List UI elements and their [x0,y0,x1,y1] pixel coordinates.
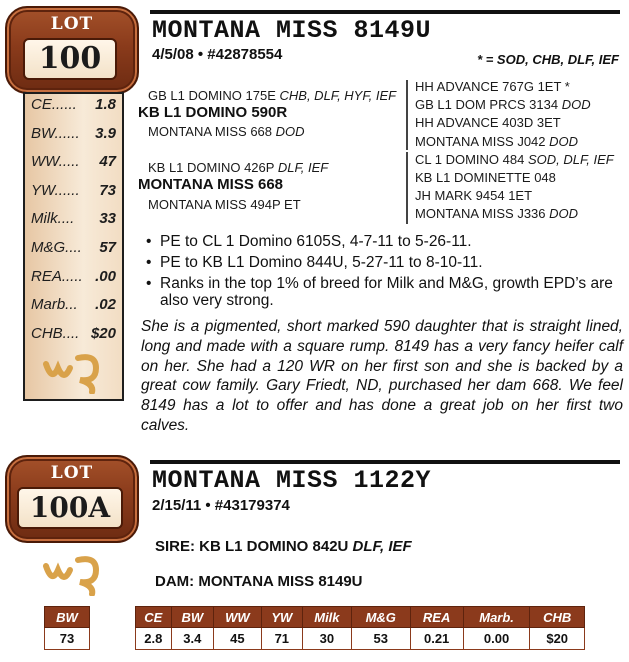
epd-label: YW...... [31,181,80,199]
epd-header: CHB [530,607,585,628]
note-text: PE to CL 1 Domino 6105S, 4-7-11 to 5-26-11. [160,233,472,250]
epd-value: 1.8 [95,96,116,113]
epd-value: 30 [302,628,351,650]
epd-header: BW [171,607,213,628]
epd-header: WW [214,607,262,628]
epd-value: 2.8 [136,628,172,650]
epd-value: 45 [214,628,262,650]
heading-rule [150,460,620,464]
epd-value: 3.9 [95,124,116,142]
epd-header: M&G [351,607,410,628]
heading-rule [150,10,620,14]
bw-table [44,606,90,650]
epd-value: $20 [90,324,116,342]
pedigree-divider [406,152,408,224]
note-text: Ranks in the top 1% of breed for Milk and M&G, growth EPD’s are also very strong. [160,275,613,309]
bw-value: 73 [45,628,90,650]
pedigree-ancestor: JH MARK 9454 1ET [415,188,533,204]
epd-value: $20 [530,628,585,650]
pedigree-ancestor: HH ADVANCE 767G 1ET * [415,79,570,94]
epd-header: YW [261,607,302,628]
epd-value: 73 [99,181,116,199]
pedigree-dam-dam: MONTANA MISS 494P ET [148,197,301,212]
epd-label: Milk.... [31,210,75,228]
epd-label: CHB.... [31,324,80,342]
code-legend: * = SOD, CHB, DLF, IEF [477,52,619,67]
epd-value: .02 [95,296,116,314]
lot-label: LOT [50,14,94,34]
pedigree-sire-grandsire: GB L1 DOMINO 175E CHB, DLF, HYF, IEF [148,88,397,103]
epd-value: 57 [99,239,116,256]
lot-label: LOT [50,463,94,483]
epd-value: 47 [99,153,116,171]
epd-label: CE...... [31,96,77,113]
pedigree-sire-dam: MONTANA MISS 668 DOD [148,124,305,139]
lot-description: She is a pigmented, short marked 590 daughter that is straight lined, long and made with a square rump. 8149 has a very fancy heifer calf on her. She had a 120 WR on her first son and she is backed by a great cow family. Gary Friedt, ND, purchased her dam 668. We feel 8149 has a lot to offer and has done a great job on her first two calves. [141,318,623,434]
bullet-dot: • [146,254,152,271]
brand-mark-icon [40,350,108,394]
bullet-dot: • [146,233,152,250]
pedigree-ancestor: GB L1 DOM PRCS 3134 DOD [415,97,591,113]
epd-value: 0.21 [410,628,463,650]
epd-header: CE [136,607,172,628]
epd-label: M&G.... [31,239,82,256]
epd-value: 0.00 [463,628,530,650]
pedigree-ancestor: HH ADVANCE 403D 3ET [415,115,561,131]
lot-badge-100 [5,6,139,92]
lot-number: 100A [17,487,123,529]
epd-header: Milk [302,607,351,628]
birth-registration: 2/15/11 • #43179374 [152,497,290,514]
pedigree-divider [406,80,408,150]
sire-line: SIRE: KB L1 DOMINO 842U DLF, IEF [155,538,412,555]
epd-header: REA [410,607,463,628]
pedigree-ancestor: MONTANA MISS J336 DOD [415,206,579,222]
bullet-dot: • [146,275,152,292]
epd-table [135,606,585,650]
brand-mark-icon [40,552,108,596]
epd-value: .00 [95,267,116,285]
lot-badge-100a [5,455,139,541]
epd-value: 71 [261,628,302,650]
epd-value: 53 [351,628,410,650]
dam-line: DAM: MONTANA MISS 8149U [155,573,363,590]
epd-label: BW...... [31,124,80,142]
epd-label: REA..... [31,267,83,285]
bw-header: BW [45,607,90,628]
pedigree-dam: MONTANA MISS 668 [138,176,284,193]
pedigree-dam-grandsire: KB L1 DOMINO 426P DLF, IEF [148,160,329,175]
note-text: PE to KB L1 Domino 844U, 5-27-11 to 8-10-11. [160,254,483,271]
lot-number: 100 [23,38,117,80]
pedigree-ancestor: CL 1 DOMINO 484 SOD, DLF, IEF [415,151,614,167]
epd-label: Marb... [31,296,78,314]
pedigree-ancestor: KB L1 DOMINETTE 048 [415,170,556,185]
animal-name: MONTANA MISS 1122Y [152,466,432,495]
pedigree-ancestor: MONTANA MISS J042 DOD [415,133,579,149]
epd-value: 33 [99,210,116,228]
epd-label: WW..... [31,153,80,171]
pedigree-sire: KB L1 DOMINO 590R [138,104,288,121]
epd-value: 3.4 [171,628,213,650]
birth-registration: 4/5/08 • #42878554 [152,46,283,63]
animal-name: MONTANA MISS 8149U [152,16,432,45]
epd-header: Marb. [463,607,530,628]
